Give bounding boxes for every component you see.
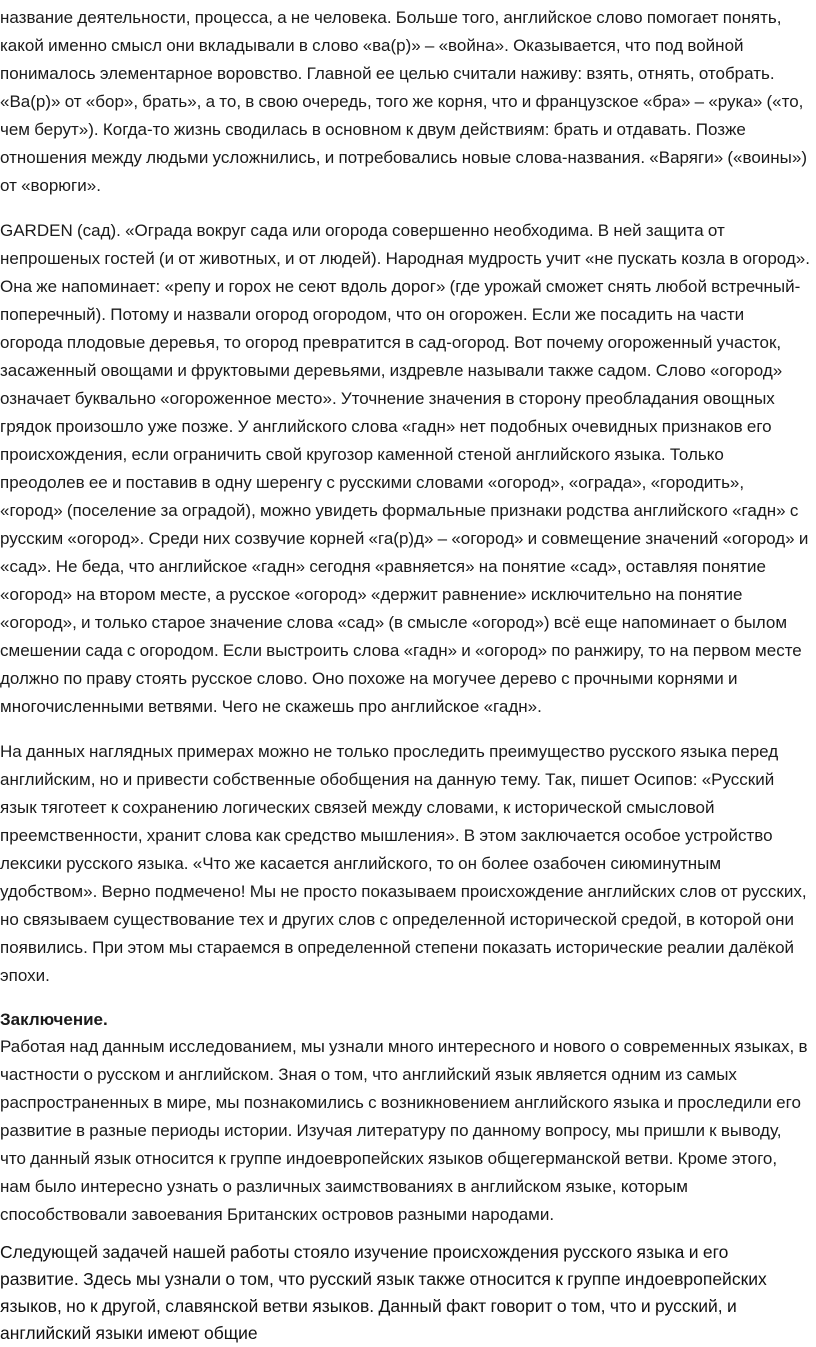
paragraph-conclusion-russian: Следующей задачей нашей работы стояло изучение происхождения русского языка и его развитие. Здесь мы узнали о том, что русский язык также относится к группе индоевропейских языков, но к другой, славянской ветви языков. Данный факт говорит о том, что и русский, и английский языки имеют общие — [0, 1242, 767, 1343]
paragraph-osipov-quote: На данных наглядных примерах можно не только проследить преимущество русского языка перед английским, но и привести собственные обобщения на данную тему. Так, пишет Осипов: «Русский язык тяготеет к сохранению логических связей между словами, к исторической смысловой преемственности, хранит слова как средство мышления». В этом заключается особое устройство лексики русского языка. «Что же касается английского, то он более озабочен сиюминутным удобством». Верно подмечено! Мы не просто показываем происхождение английских слов от русских, но связываем существование тех и других слов с определенной исторической средой, в которой они появились. При этом мы стараемся в определенной степени показать исторические реалии далёкой эпохи. — [0, 742, 807, 985]
paragraph-war-etymology: название деятельности, процесса, а не человека. Больше того, английское слово помогает понять, какой именно смысл они вкладывали в слово «ва(р)» – «война». Оказывается, что под войной понималось элементарное воровство. Главной ее целью считали наживу: взять, отнять, отобрать. «Ва(р)» от «бор», брать», а то, в свою очередь, того же корня, что и французское «бра» – «рука» («то, чем берут»). Когда-то жизнь сводилась в основном к двум действиям: брать и отдавать. Позже отношения между людьми усложнились, и потребовались новые слова-названия. «Варяги» («воины») от «ворюги». — [0, 8, 808, 195]
paragraph-garden: GARDEN (сад). «Ограда вокруг сада или огорода совершенно необходима. В ней защита от непрошеных гостей (и от животных, и от людей). Народная мудрость учит «не пускать козла в огород». Она же напоминает: «репу и горох не сеют вдоль дорог» (где урожай сможет снять любой встречный-поперечный). Потому и назвали огород огородом, что он огорожен. Если же посадить на части огорода плодовые деревья, то огород превратится в сад-огород. Вот почему огороженный участок, засаженный овощами и фруктовыми деревьями, издревле называли также садом. Слово «огород» означает буквально «огороженное место». Уточнение значения в сторону преобладания овощных грядок произошло уже позже. У английского слова «гадн» нет подобных очевидных признаков его происхождения, если ограничить свой кругозор каменной стеной английского языка. Только преодолев ее и поставив в одну шеренгу с русскими словами «огород», «ограда», «городить», «город» (поселение за оградой), можно увидеть формальные признаки родства английского «гадн» с русским «огород». Среди них созвучие корней «га(р)д» – «огород» и совмещение значений «огород» и «сад». Не беда, что английское «гадн» сегодня «равняется» на понятие «сад», оставляя понятие «огород» на втором месте, а русское «огород» «держит равнение» исключительно на понятие «огород», и только старое значение слова «сад» (в смысле «огород») всё еще напоминает о былом смешении сада с огородом. Если выстроить слова «гадн» и «огород» по ранжиру, то на первом месте должно по праву стоять русское слово. Оно похоже на могучее дерево с прочными корнями и многочисленными ветвями. Чего не скажешь про английское «гадн». — [0, 221, 810, 716]
paragraph-conclusion-english: Работая над данным исследованием, мы узнали много интересного и нового о современных языках, в частности о русском и английском. Зная о том, что английский язык является одним из самых распространенных в мире, мы познакомились с возникновением английского языка и проследили его развитие в разные периоды истории. Изучая литературу по данному вопросу, мы пришли к выводу, что данный язык относится к группе индоевропейских языков общегерманской ветви. Кроме этого, нам было интересно узнать о различных заимствованиях в английском языке, которым способствовали завоевания Британских островов разными народами. — [0, 1037, 808, 1224]
conclusion-heading: Заключение. — [0, 1010, 108, 1029]
